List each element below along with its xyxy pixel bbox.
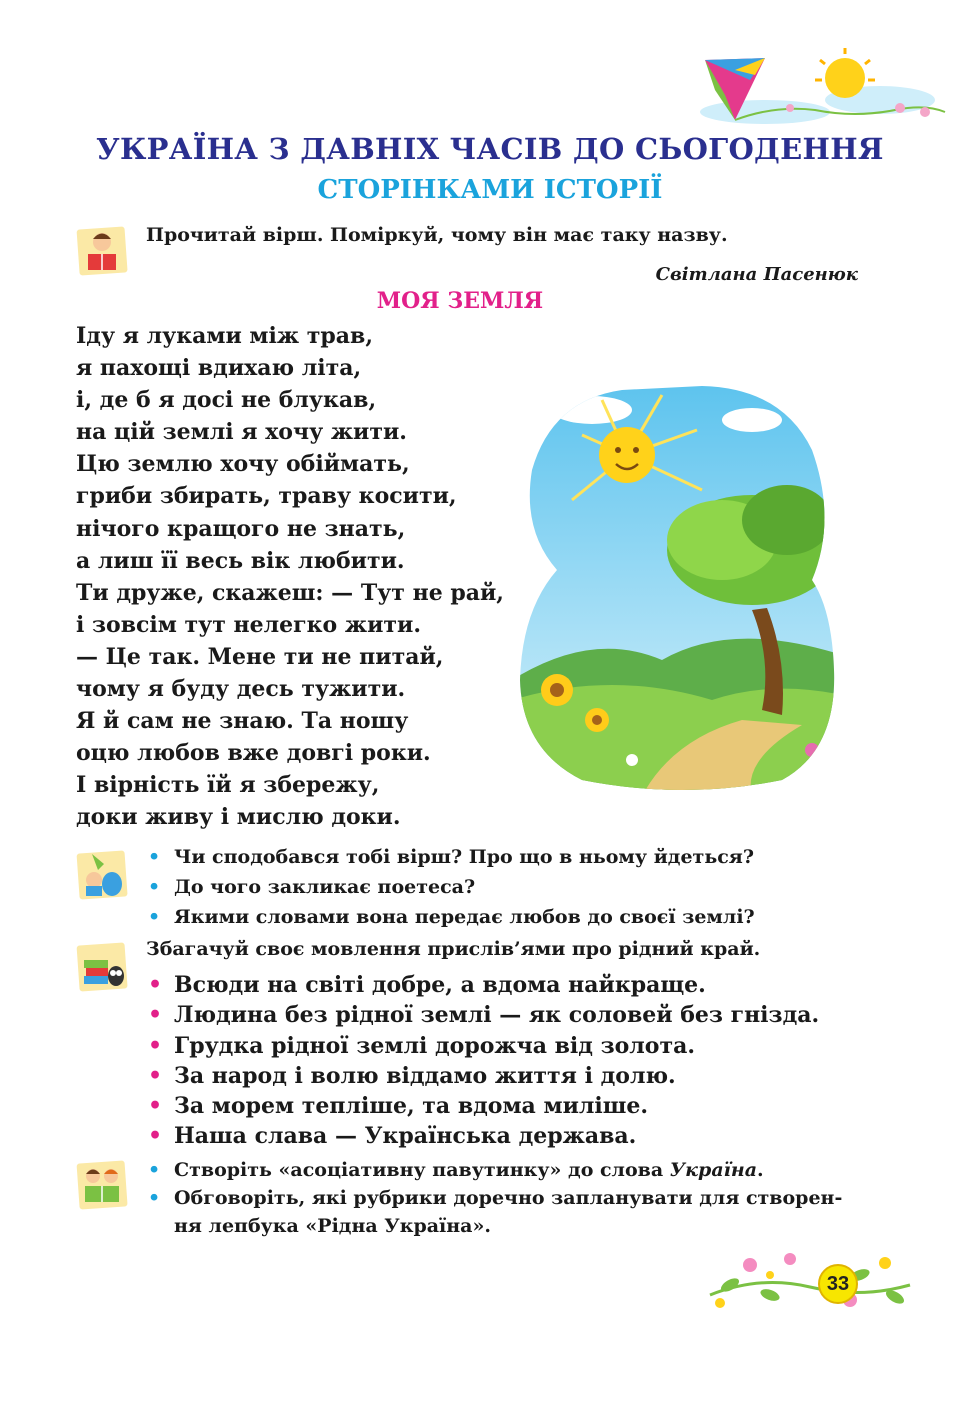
list-item: • За морем тепліше, та вдома миліше.: [148, 1093, 649, 1120]
list-item: • Всюди на світі добре, а вдома найкраще.: [148, 972, 706, 998]
floral-decoration-icon: [700, 1245, 920, 1315]
proverb-text: Всюди на світі добре, а вдома найкраще.: [174, 972, 706, 998]
poem-text: [76, 320, 536, 834]
final-tasks-list: [146, 1156, 842, 1240]
list-item: • Людина без рідної землі — як соловей без гнізда.: [148, 1002, 820, 1029]
list-item: • Створіть «асоціативну павутинку» до слова Україна.: [148, 1159, 764, 1181]
reading-child-icon: [74, 222, 130, 278]
poem-line: я пахощі вдихаю літа,: [76, 355, 362, 382]
list-item: • Грудка рідної землі дорожча від золота.: [148, 1032, 696, 1059]
section-subtitle: СТОРІНКАМИ ІСТОРІЇ: [317, 175, 663, 205]
proverb-text: Грудка рідної землі дорожча від золота.: [174, 1032, 696, 1059]
poem-line: і, де б я досі не блукав,: [76, 387, 377, 414]
poem-line: І вірність їй я збережу,: [76, 772, 380, 799]
poem-author: Світлана Пасенюк: [655, 264, 858, 285]
poem-line: чому я буду десь тужити.: [76, 676, 406, 703]
proverb-text: За народ і волю віддамо життя і долю.: [174, 1062, 676, 1089]
list-item: • Обговоріть, які рубрики доречно запланувати для створен- ня лепбука «Рідна Україна».: [148, 1187, 843, 1237]
poem-title: МОЯ ЗЕМЛЯ: [376, 288, 544, 314]
list-item: • Наша слава — Українська держава.: [148, 1123, 637, 1150]
task-instruction: Прочитай вірш. Поміркуй, чому він має таку назву.: [146, 224, 728, 246]
list-item: • Чи сподобався тобі вірш? Про що в ньому йдеться?: [148, 846, 754, 868]
task-text-line: ня лепбука «Рідна Україна».: [174, 1215, 491, 1237]
proverbs-instruction: Збагачуй своє мовлення прислів’ями про рідний край.: [146, 938, 761, 960]
questions-list: [146, 842, 755, 932]
landscape-illustration: [512, 380, 842, 796]
two-children-reading-icon: [74, 1156, 130, 1212]
discussion-icon: [74, 846, 130, 902]
poem-line: Я й сам не знаю. Та ношу: [76, 708, 409, 735]
poem-line: нічого кращого не знать,: [76, 515, 406, 542]
page-number: 33: [818, 1264, 858, 1304]
question-text: Чи сподобався тобі вірш? Про що в ньому йдеться?: [174, 846, 754, 868]
poem-line: оцю любов вже довгі роки.: [76, 740, 431, 767]
task-text-prefix: Створіть «асоціативну павутинку» до слова: [174, 1159, 670, 1181]
task-text-line: Обговоріть, які рубрики доречно запланувати для створен-: [174, 1187, 843, 1209]
proverbs-list: [146, 970, 819, 1152]
books-owl-icon: [74, 938, 130, 994]
poem-line: і зовсім тут нелегко жити.: [76, 611, 421, 638]
poem-line: доки живу і мислю доки.: [76, 804, 401, 831]
poem-line: — Це так. Мене ти не питай,: [76, 643, 444, 670]
poem-line: Цю землю хочу обіймать,: [76, 451, 410, 478]
question-text: До чого закликає поетеса?: [174, 876, 476, 898]
proverb-text: Людина без рідної землі — як соловей без гнізда.: [174, 1002, 820, 1029]
page-title: УКРАЇНА З ДАВНІХ ЧАСІВ ДО СЬОГОДЕННЯ: [96, 132, 884, 166]
task-keyword: Україна: [669, 1159, 758, 1181]
poem-line: на цій землі я хочу жити.: [76, 419, 407, 446]
proverb-text: За морем тепліше, та вдома миліше.: [174, 1093, 649, 1120]
poem-line: Ти друже, скажеш: — Тут не рай,: [76, 579, 504, 606]
list-item: • За народ і волю віддамо життя і долю.: [148, 1062, 676, 1089]
poem-line: Іду я луками між трав,: [76, 323, 373, 349]
task-text-suffix: .: [757, 1159, 764, 1181]
poem-line: а лиш її весь вік любити.: [76, 547, 405, 574]
list-item: • До чого закликає поетеса?: [148, 876, 476, 898]
poem-line: гриби збирать, траву косити,: [76, 483, 457, 510]
kite-sun-decoration-icon: [695, 40, 955, 130]
list-item: • Якими словами вона передає любов до своєї землі?: [148, 906, 755, 928]
question-text: Якими словами вона передає любов до своєї землі?: [174, 906, 755, 928]
proverb-text: Наша слава — Українська держава.: [174, 1123, 637, 1150]
